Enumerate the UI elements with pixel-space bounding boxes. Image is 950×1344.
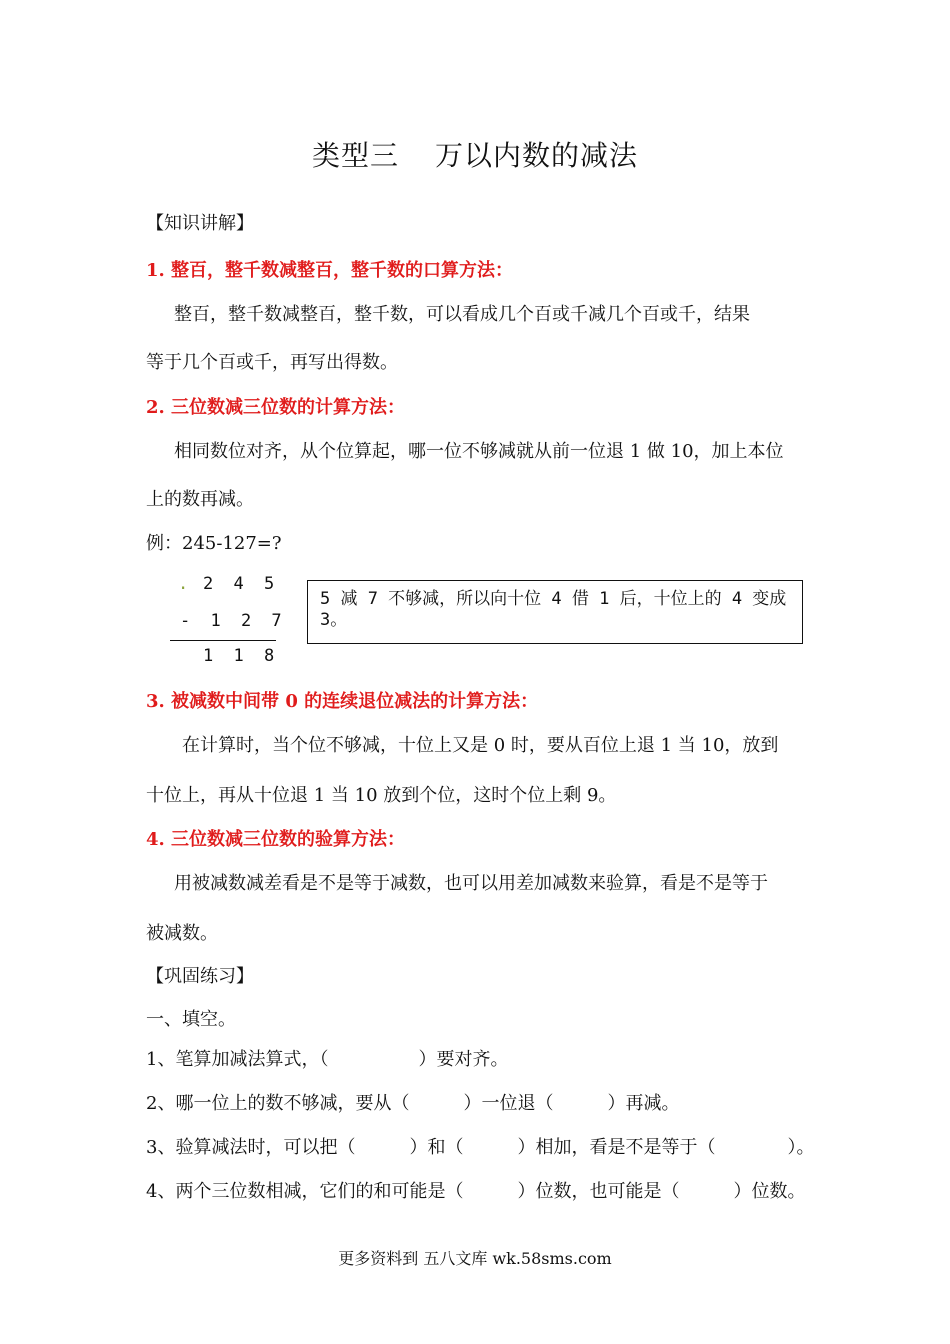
section-4-line-2: 被减数。 <box>146 923 218 944</box>
knowledge-header: 【知识讲解】 <box>146 213 254 234</box>
section-1-line-1: 整百，整千数减整百，整千数，可以看成几个百或千减几个百或千，结果 <box>174 304 750 325</box>
example-note-text: 5 减 7 不够减，所以向十位 4 借 1 后，十位上的 4 变成 3。 <box>320 589 787 630</box>
section-4-line-1: 用被减数减差看是不是等于减数，也可以用差加减数来验算，看是不是等于 <box>174 873 768 894</box>
title-part1: 类型三 <box>311 139 399 172</box>
example-minuend: 2 4 5 <box>203 574 280 594</box>
example-note-box <box>307 580 803 644</box>
section-2-line-2: 上的数再减。 <box>146 489 254 510</box>
question-3: 3、验算减法时，可以把（ ）和（ ）相加，看是不是等于（ ）。 <box>146 1137 815 1158</box>
section-3-line-1: 在计算时，当个位不够减，十位上又是 0 时，要从百位上退 1 当 10，放到 <box>182 735 779 756</box>
section-4-heading: 4. 三位数减三位数的验算方法： <box>146 829 406 850</box>
section-3-heading: 3. 被减数中间带 0 的连续退位减法的计算方法： <box>146 691 539 712</box>
exercise-heading: 一、填空。 <box>146 1009 236 1030</box>
title-part2: 万以内数的减法 <box>435 139 639 172</box>
question-2: 2、哪一位上的数不够减，要从（ ）一位退（ ）再减。 <box>146 1093 680 1114</box>
question-4: 4、两个三位数相减，它们的和可能是（ ）位数，也可能是（ ）位数。 <box>146 1181 806 1202</box>
calc-divider-line <box>170 640 276 641</box>
practice-header: 【巩固练习】 <box>146 966 254 987</box>
question-1: 1、笔算加减法算式，（ ）要对齐。 <box>146 1049 509 1070</box>
example-result: 1 1 8 <box>203 646 280 666</box>
page-title <box>0 134 950 174</box>
example-label: 例：245-127=? <box>146 533 282 554</box>
section-1-heading: 1. 整百，整千数减整百，整千数的口算方法： <box>146 260 514 281</box>
footer-text: 更多资料到 五八文库 wk.58sms.com <box>338 1249 612 1268</box>
section-2-line-1: 相同数位对齐，从个位算起，哪一位不够减就从前一位退 1 做 10，加上本位 <box>174 441 784 462</box>
example-dot: . <box>178 574 194 594</box>
example-subtrahend: - 1 2 7 <box>180 611 287 631</box>
section-3-line-2: 十位上，再从十位退 1 当 10 放到个位，这时个位上剩 9。 <box>146 785 617 806</box>
section-1-line-2: 等于几个百或千，再写出得数。 <box>146 352 398 373</box>
section-2-heading: 2. 三位数减三位数的计算方法： <box>146 397 406 418</box>
